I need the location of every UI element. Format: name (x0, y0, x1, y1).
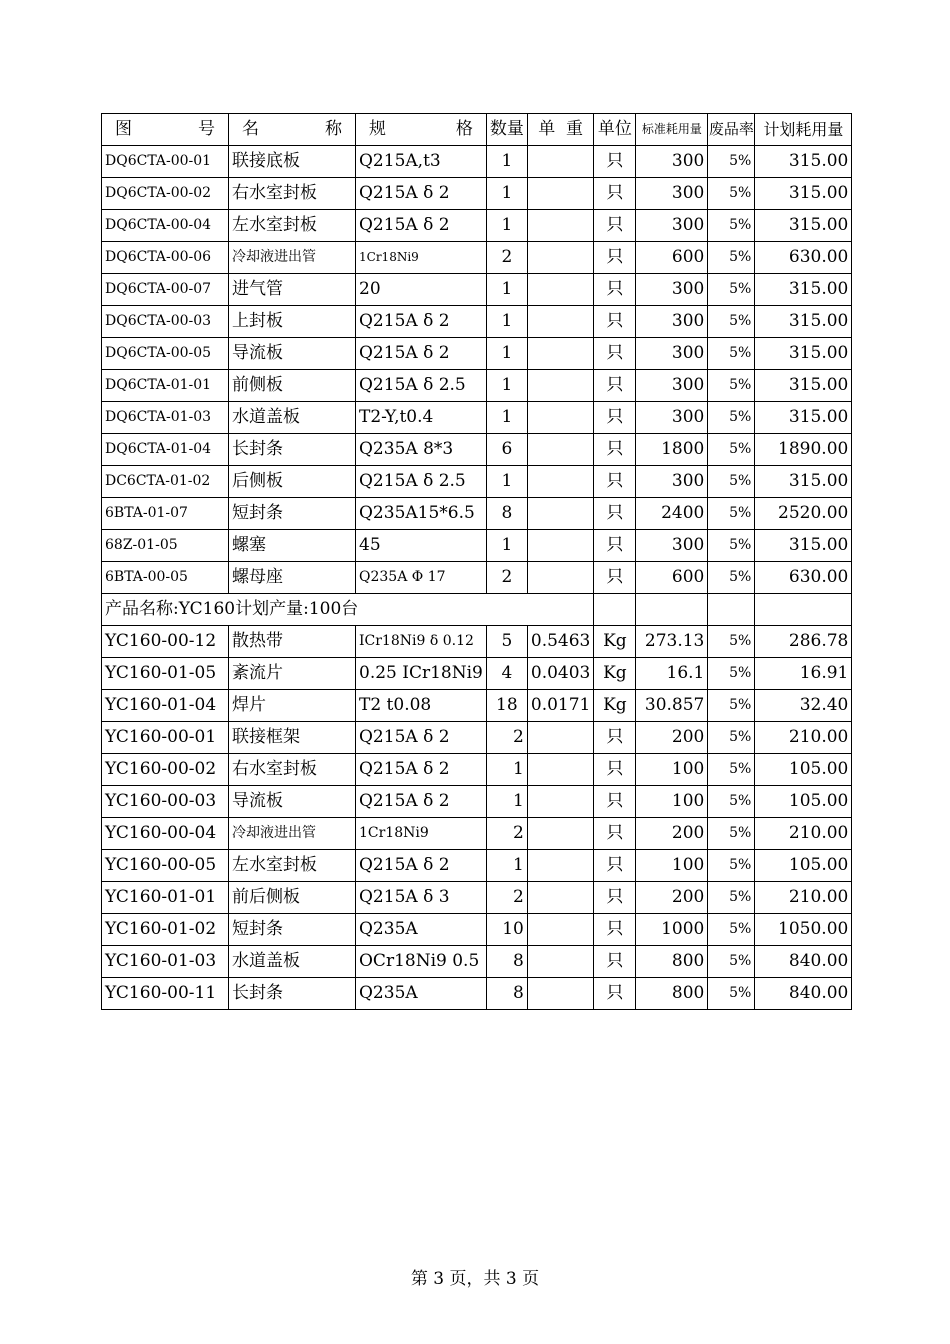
cell-part-name: 上封板 (229, 306, 356, 338)
cell-scrap-rate: 5% (708, 722, 755, 754)
cell-scrap-rate: 5% (708, 370, 755, 402)
cell-spec: Q235A 8*3 (356, 434, 487, 466)
cell-spec: Q215A δ 2 (356, 210, 487, 242)
cell-unit: Kg (594, 658, 636, 690)
table-row (102, 722, 852, 754)
cell-drawing-number: DQ6CTA-00-04 (102, 210, 229, 242)
header-plan-consumption: 计划耗用量 (755, 114, 852, 146)
cell-scrap-rate: 5% (708, 466, 755, 498)
empty-cell (594, 594, 636, 626)
cell-unit: 只 (594, 306, 636, 338)
cell-drawing-number: DQ6CTA-01-01 (102, 370, 229, 402)
header-std-consumption: 标准耗用量 (636, 114, 708, 146)
table-row (102, 338, 852, 370)
cell-spec: Q215A δ 2 (356, 178, 487, 210)
cell-spec: Q215A δ 2.5 (356, 370, 487, 402)
table-row (102, 850, 852, 882)
cell-drawing-number: YC160-01-04 (102, 690, 229, 722)
cell-spec: Q215A δ 2 (356, 786, 487, 818)
cell-drawing-number: DQ6CTA-01-04 (102, 434, 229, 466)
cell-unit: 只 (594, 402, 636, 434)
cell-unit-weight: 0.5463 (527, 626, 593, 658)
header-unit-weight: 单 重 (527, 114, 593, 146)
cell-unit: 只 (594, 754, 636, 786)
cell-scrap-rate: 5% (708, 530, 755, 562)
cell-plan-consumption: 315.00 (755, 306, 852, 338)
cell-unit-weight (527, 562, 593, 594)
cell-unit-weight (527, 466, 593, 498)
cell-part-name: 冷却液进出管 (229, 242, 356, 274)
cell-std-consumption: 300 (636, 274, 708, 306)
cell-scrap-rate: 5% (708, 434, 755, 466)
cell-std-consumption: 1800 (636, 434, 708, 466)
cell-spec: Q215A δ 2.5 (356, 466, 487, 498)
cell-unit-weight (527, 370, 593, 402)
cell-part-name: 右水室封板 (229, 178, 356, 210)
cell-plan-consumption: 210.00 (755, 882, 852, 914)
header-scrap-rate: 废品率 (708, 114, 755, 146)
cell-scrap-rate: 5% (708, 210, 755, 242)
cell-part-name: 联接框架 (229, 722, 356, 754)
cell-part-name: 水道盖板 (229, 946, 356, 978)
cell-qty: 1 (486, 370, 527, 402)
cell-plan-consumption: 315.00 (755, 178, 852, 210)
cell-unit: 只 (594, 530, 636, 562)
cell-qty: 18 (486, 690, 527, 722)
table-row (102, 658, 852, 690)
cell-qty: 1 (486, 210, 527, 242)
cell-scrap-rate: 5% (708, 914, 755, 946)
cell-std-consumption: 800 (636, 978, 708, 1010)
cell-qty: 6 (486, 434, 527, 466)
cell-unit-weight (527, 306, 593, 338)
cell-qty: 8 (486, 946, 527, 978)
cell-plan-consumption: 315.00 (755, 210, 852, 242)
cell-spec: Q215A δ 2 (356, 754, 487, 786)
table-row (102, 562, 852, 594)
cell-plan-consumption: 630.00 (755, 562, 852, 594)
cell-plan-consumption: 210.00 (755, 818, 852, 850)
cell-part-name: 水道盖板 (229, 402, 356, 434)
cell-spec: T2-Y,t0.4 (356, 402, 487, 434)
cell-std-consumption: 16.1 (636, 658, 708, 690)
cell-part-name: 长封条 (229, 978, 356, 1010)
cell-plan-consumption: 630.00 (755, 242, 852, 274)
cell-spec: Q215A δ 2 (356, 722, 487, 754)
material-consumption-table (101, 113, 852, 1010)
cell-plan-consumption: 2520.00 (755, 498, 852, 530)
cell-plan-consumption: 315.00 (755, 338, 852, 370)
cell-plan-consumption: 315.00 (755, 146, 852, 178)
cell-unit: 只 (594, 562, 636, 594)
table-row (102, 530, 852, 562)
cell-qty: 1 (486, 754, 527, 786)
cell-scrap-rate: 5% (708, 978, 755, 1010)
cell-unit-weight (527, 402, 593, 434)
table-row (102, 146, 852, 178)
cell-std-consumption: 200 (636, 818, 708, 850)
cell-unit-weight (527, 274, 593, 306)
cell-unit: 只 (594, 722, 636, 754)
table-row (102, 786, 852, 818)
table-row (102, 818, 852, 850)
table-row (102, 626, 852, 658)
cell-spec: Q235A15*6.5 (356, 498, 487, 530)
cell-plan-consumption: 315.00 (755, 402, 852, 434)
cell-unit-weight (527, 498, 593, 530)
cell-unit: Kg (594, 690, 636, 722)
cell-plan-consumption: 1050.00 (755, 914, 852, 946)
cell-unit: Kg (594, 626, 636, 658)
page-footer: 第 3 页，共 3 页 (410, 1269, 540, 1289)
cell-part-name: 左水室封板 (229, 210, 356, 242)
cell-spec: OCr18Ni9 0.5 (356, 946, 487, 978)
cell-unit-weight (527, 946, 593, 978)
cell-drawing-number: DQ6CTA-01-03 (102, 402, 229, 434)
table-row (102, 978, 852, 1010)
cell-unit-weight (527, 818, 593, 850)
cell-spec: 0.25 ICr18Ni9 (356, 658, 487, 690)
table-row (102, 466, 852, 498)
cell-std-consumption: 2400 (636, 498, 708, 530)
cell-scrap-rate: 5% (708, 882, 755, 914)
table-row (102, 754, 852, 786)
header-drawing-number: 图 号 (102, 114, 229, 146)
cell-unit: 只 (594, 146, 636, 178)
cell-std-consumption: 300 (636, 146, 708, 178)
cell-qty: 8 (486, 978, 527, 1010)
cell-unit: 只 (594, 338, 636, 370)
cell-scrap-rate: 5% (708, 562, 755, 594)
cell-qty: 1 (486, 338, 527, 370)
cell-std-consumption: 200 (636, 882, 708, 914)
cell-plan-consumption: 315.00 (755, 530, 852, 562)
cell-std-consumption: 300 (636, 178, 708, 210)
cell-drawing-number: YC160-00-11 (102, 978, 229, 1010)
cell-drawing-number: DQ6CTA-00-07 (102, 274, 229, 306)
cell-qty: 10 (486, 914, 527, 946)
cell-std-consumption: 600 (636, 562, 708, 594)
cell-spec: Q235A Φ 17 (356, 562, 487, 594)
cell-qty: 1 (486, 786, 527, 818)
cell-part-name: 长封条 (229, 434, 356, 466)
cell-part-name: 短封条 (229, 498, 356, 530)
cell-drawing-number: 68Z-01-05 (102, 530, 229, 562)
cell-scrap-rate: 5% (708, 850, 755, 882)
cell-drawing-number: DQ6CTA-00-02 (102, 178, 229, 210)
cell-part-name: 焊片 (229, 690, 356, 722)
table-row (102, 178, 852, 210)
cell-spec: Q235A (356, 978, 487, 1010)
cell-drawing-number: YC160-00-12 (102, 626, 229, 658)
header-spec: 规 格 (356, 114, 487, 146)
table-row (102, 882, 852, 914)
cell-scrap-rate: 5% (708, 146, 755, 178)
cell-plan-consumption: 32.40 (755, 690, 852, 722)
cell-std-consumption: 300 (636, 402, 708, 434)
cell-spec: Q215A δ 3 (356, 882, 487, 914)
cell-part-name: 螺母座 (229, 562, 356, 594)
cell-scrap-rate: 5% (708, 338, 755, 370)
cell-std-consumption: 1000 (636, 914, 708, 946)
cell-part-name: 导流板 (229, 338, 356, 370)
cell-unit: 只 (594, 818, 636, 850)
empty-cell (755, 594, 852, 626)
empty-cell (708, 594, 755, 626)
cell-plan-consumption: 16.91 (755, 658, 852, 690)
cell-scrap-rate: 5% (708, 786, 755, 818)
table-row (102, 914, 852, 946)
cell-std-consumption: 273.13 (636, 626, 708, 658)
cell-drawing-number: YC160-01-05 (102, 658, 229, 690)
cell-plan-consumption: 210.00 (755, 722, 852, 754)
cell-unit-weight (527, 914, 593, 946)
cell-unit-weight (527, 210, 593, 242)
cell-spec: Q215A δ 2 (356, 850, 487, 882)
cell-unit: 只 (594, 946, 636, 978)
cell-plan-consumption: 105.00 (755, 850, 852, 882)
table-row (102, 210, 852, 242)
cell-qty: 2 (486, 242, 527, 274)
cell-unit: 只 (594, 786, 636, 818)
cell-unit: 只 (594, 370, 636, 402)
cell-std-consumption: 300 (636, 466, 708, 498)
cell-scrap-rate: 5% (708, 274, 755, 306)
cell-spec: Q215A δ 2 (356, 338, 487, 370)
cell-plan-consumption: 315.00 (755, 274, 852, 306)
cell-qty: 2 (486, 818, 527, 850)
cell-std-consumption: 300 (636, 370, 708, 402)
cell-drawing-number: YC160-00-03 (102, 786, 229, 818)
cell-unit-weight (527, 434, 593, 466)
cell-plan-consumption: 840.00 (755, 978, 852, 1010)
cell-spec: T2 t0.08 (356, 690, 487, 722)
cell-std-consumption: 200 (636, 722, 708, 754)
cell-spec: Q215A δ 2 (356, 306, 487, 338)
cell-std-consumption: 300 (636, 210, 708, 242)
cell-drawing-number: DQ6CTA-00-06 (102, 242, 229, 274)
table-row (102, 370, 852, 402)
cell-std-consumption: 100 (636, 850, 708, 882)
cell-unit-weight (527, 242, 593, 274)
cell-scrap-rate: 5% (708, 946, 755, 978)
cell-drawing-number: DQ6CTA-00-05 (102, 338, 229, 370)
cell-unit-weight (527, 722, 593, 754)
cell-plan-consumption: 840.00 (755, 946, 852, 978)
empty-cell (636, 594, 708, 626)
cell-spec: Q235A (356, 914, 487, 946)
cell-plan-consumption: 105.00 (755, 786, 852, 818)
cell-scrap-rate: 5% (708, 818, 755, 850)
cell-drawing-number: YC160-00-04 (102, 818, 229, 850)
table-row (102, 306, 852, 338)
cell-part-name: 螺塞 (229, 530, 356, 562)
cell-qty: 2 (486, 562, 527, 594)
cell-spec: Q215A,t3 (356, 146, 487, 178)
cell-std-consumption: 100 (636, 754, 708, 786)
cell-plan-consumption: 1890.00 (755, 434, 852, 466)
product-section-row (102, 594, 852, 626)
cell-unit: 只 (594, 466, 636, 498)
cell-unit: 只 (594, 210, 636, 242)
cell-part-name: 紊流片 (229, 658, 356, 690)
cell-scrap-rate: 5% (708, 690, 755, 722)
cell-unit-weight (527, 850, 593, 882)
table-header-row (102, 114, 852, 146)
cell-spec: ICr18Ni9 δ 0.12 (356, 626, 487, 658)
cell-scrap-rate: 5% (708, 178, 755, 210)
cell-unit: 只 (594, 882, 636, 914)
cell-qty: 1 (486, 402, 527, 434)
table-row (102, 498, 852, 530)
cell-scrap-rate: 5% (708, 498, 755, 530)
cell-scrap-rate: 5% (708, 242, 755, 274)
header-name: 名 称 (229, 114, 356, 146)
cell-qty: 1 (486, 178, 527, 210)
cell-unit: 只 (594, 914, 636, 946)
cell-drawing-number: YC160-01-02 (102, 914, 229, 946)
cell-spec: 20 (356, 274, 487, 306)
cell-qty: 4 (486, 658, 527, 690)
cell-drawing-number: 6BTA-00-05 (102, 562, 229, 594)
table-row (102, 242, 852, 274)
cell-plan-consumption: 315.00 (755, 370, 852, 402)
cell-unit-weight: 0.0171 (527, 690, 593, 722)
cell-drawing-number: DC6CTA-01-02 (102, 466, 229, 498)
cell-scrap-rate: 5% (708, 306, 755, 338)
cell-drawing-number: YC160-00-05 (102, 850, 229, 882)
cell-unit-weight (527, 530, 593, 562)
header-qty: 数量 (486, 114, 527, 146)
cell-unit-weight (527, 178, 593, 210)
table-row (102, 690, 852, 722)
cell-std-consumption: 300 (636, 306, 708, 338)
cell-part-name: 联接底板 (229, 146, 356, 178)
cell-drawing-number: YC160-00-01 (102, 722, 229, 754)
cell-qty: 5 (486, 626, 527, 658)
cell-unit: 只 (594, 498, 636, 530)
cell-unit: 只 (594, 178, 636, 210)
cell-std-consumption: 800 (636, 946, 708, 978)
cell-part-name: 前侧板 (229, 370, 356, 402)
cell-plan-consumption: 286.78 (755, 626, 852, 658)
cell-part-name: 前后侧板 (229, 882, 356, 914)
cell-qty: 2 (486, 882, 527, 914)
cell-std-consumption: 600 (636, 242, 708, 274)
cell-spec: 1Cr18Ni9 (356, 242, 487, 274)
cell-qty: 8 (486, 498, 527, 530)
product-section-title: 产品名称:YC160计划产量:100台 (102, 594, 594, 626)
cell-unit: 只 (594, 850, 636, 882)
cell-unit-weight (527, 338, 593, 370)
cell-part-name: 左水室封板 (229, 850, 356, 882)
cell-std-consumption: 300 (636, 338, 708, 370)
cell-unit-weight: 0.0403 (527, 658, 593, 690)
cell-unit-weight (527, 146, 593, 178)
cell-spec: 1Cr18Ni9 (356, 818, 487, 850)
cell-drawing-number: DQ6CTA-00-01 (102, 146, 229, 178)
cell-scrap-rate: 5% (708, 626, 755, 658)
cell-qty: 1 (486, 466, 527, 498)
cell-drawing-number: YC160-01-03 (102, 946, 229, 978)
cell-drawing-number: YC160-00-02 (102, 754, 229, 786)
cell-part-name: 进气管 (229, 274, 356, 306)
cell-std-consumption: 30.857 (636, 690, 708, 722)
header-unit: 单位 (594, 114, 636, 146)
cell-scrap-rate: 5% (708, 402, 755, 434)
cell-qty: 1 (486, 850, 527, 882)
cell-part-name: 短封条 (229, 914, 356, 946)
cell-unit: 只 (594, 434, 636, 466)
cell-unit-weight (527, 754, 593, 786)
cell-std-consumption: 300 (636, 530, 708, 562)
cell-qty: 1 (486, 306, 527, 338)
cell-part-name: 导流板 (229, 786, 356, 818)
cell-unit-weight (527, 786, 593, 818)
cell-qty: 1 (486, 530, 527, 562)
table-row (102, 946, 852, 978)
cell-std-consumption: 100 (636, 786, 708, 818)
cell-unit-weight (527, 882, 593, 914)
cell-drawing-number: 6BTA-01-07 (102, 498, 229, 530)
cell-part-name: 后侧板 (229, 466, 356, 498)
cell-unit: 只 (594, 274, 636, 306)
table-row (102, 274, 852, 306)
cell-qty: 1 (486, 274, 527, 306)
table-row (102, 402, 852, 434)
cell-scrap-rate: 5% (708, 658, 755, 690)
table-row (102, 434, 852, 466)
cell-unit: 只 (594, 978, 636, 1010)
cell-unit-weight (527, 978, 593, 1010)
cell-plan-consumption: 105.00 (755, 754, 852, 786)
cell-plan-consumption: 315.00 (755, 466, 852, 498)
cell-qty: 2 (486, 722, 527, 754)
cell-part-name: 散热带 (229, 626, 356, 658)
cell-part-name: 右水室封板 (229, 754, 356, 786)
cell-part-name: 冷却液进出管 (229, 818, 356, 850)
cell-qty: 1 (486, 146, 527, 178)
cell-unit: 只 (594, 242, 636, 274)
cell-spec: 45 (356, 530, 487, 562)
cell-scrap-rate: 5% (708, 754, 755, 786)
cell-drawing-number: YC160-01-01 (102, 882, 229, 914)
cell-drawing-number: DQ6CTA-00-03 (102, 306, 229, 338)
